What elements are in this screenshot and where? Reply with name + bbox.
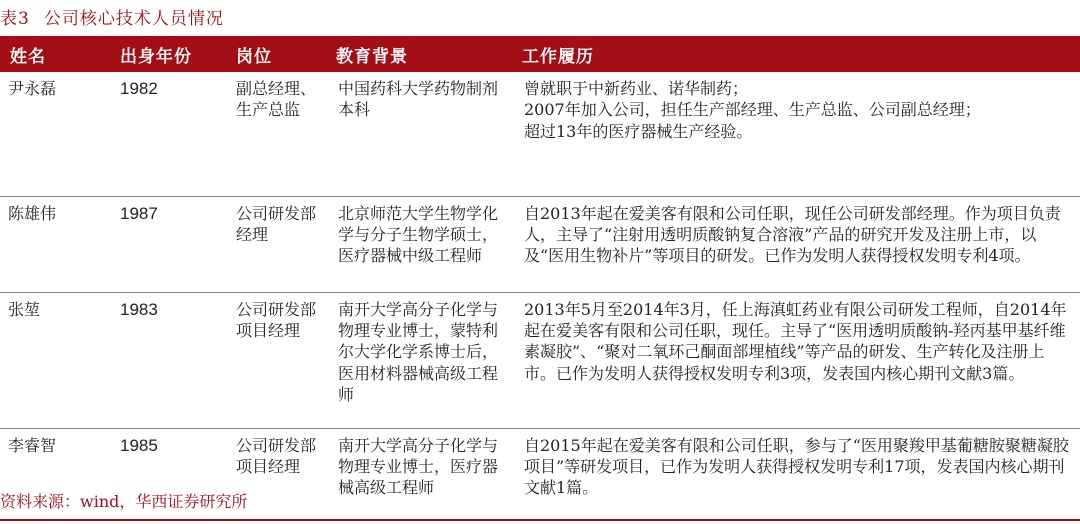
cell-education: 北京师范大学生物学化学与分子生物学硕士，医疗器械中级工程师 (326, 196, 512, 292)
experience-line: 曾就职于中新药业、诺华制药； (524, 79, 749, 98)
cell-education: 南开大学高分子化学与物理专业博士，蒙特利尔大学化学系博士后，医用材料器械高级工程师 (326, 292, 512, 428)
cell-position: 公司研发部项目经理 (226, 428, 326, 520)
cell-position: 公司研发部项目经理 (226, 292, 326, 428)
header-education: 教育背景 (326, 36, 512, 72)
cell-year: 1982 (110, 72, 226, 196)
caption-title: 公司核心技术人员情况 (43, 9, 224, 29)
experience-line: 2007年加入公司，担任生产部经理、生产总监、公司副总经理； (524, 100, 981, 120)
caption-label: 表3 (0, 9, 30, 29)
cell-name: 陈雄伟 (0, 196, 110, 292)
table-row (0, 292, 1080, 428)
header-experience: 工作履历 (512, 36, 1080, 72)
core-staff-table (0, 36, 1080, 521)
cell-year: 1983 (110, 292, 226, 428)
cell-education: 中国药科大学药物制剂本科 (326, 72, 512, 196)
cell-position: 副总经理、生产总监 (226, 72, 326, 196)
cell-name: 张堃 (0, 292, 110, 428)
cell-name: 尹永磊 (0, 72, 110, 196)
source-note: 资料来源：wind，华西证券研究所 (0, 492, 248, 511)
header-name: 姓名 (0, 36, 110, 72)
cell-year: 1985 (110, 428, 226, 520)
table-row (0, 72, 1080, 196)
cell-experience: 自2013年起在爱美客有限和公司任职，现任公司研发部经理。作为项目负责人，主导了“注射用透明质酸钠复合溶液”产品的研究开发及注册上市，以及“医用生物补片”等项目的研发。已作为发明人获得授权发明专利4项。 (512, 196, 1080, 292)
header-birth-year: 出身年份 (110, 36, 226, 72)
cell-year: 1987 (110, 196, 226, 292)
cell-experience: 自2015年起在爱美客有限和公司任职，参与了“医用聚羧甲基葡糖胺聚糖凝胶项目”等研发项目，已作为发明人获得授权发明专利17项，发表国内核心期刊文献1篇。 (512, 428, 1080, 520)
header-position: 岗位 (226, 36, 326, 72)
table-row (0, 196, 1080, 292)
experience-line: 超过13年的医疗器械生产经验。 (524, 121, 753, 141)
cell-name: 李睿智 (0, 428, 110, 520)
cell-experience: 2013年5月至2014年3月，任上海滇虹药业有限公司研发工程师，自2014年起在爱美客有限和公司任职，现任。主导了“医用透明质酸钠-羟丙基甲基纤维素凝胶”、“聚对二氧环己酮面部埋植线”等产品的研发、生产转化及注册上市。已作为发明人获得授权发明专利3项，发表国内核心期刊文献3篇。 (512, 292, 1080, 428)
cell-education: 南开大学高分子化学与物理专业博士，医疗器械高级工程师 (326, 428, 512, 520)
table-header-row (0, 36, 1080, 72)
table-caption (0, 6, 224, 32)
cell-position: 公司研发部经理 (226, 196, 326, 292)
cell-experience (512, 72, 1080, 196)
